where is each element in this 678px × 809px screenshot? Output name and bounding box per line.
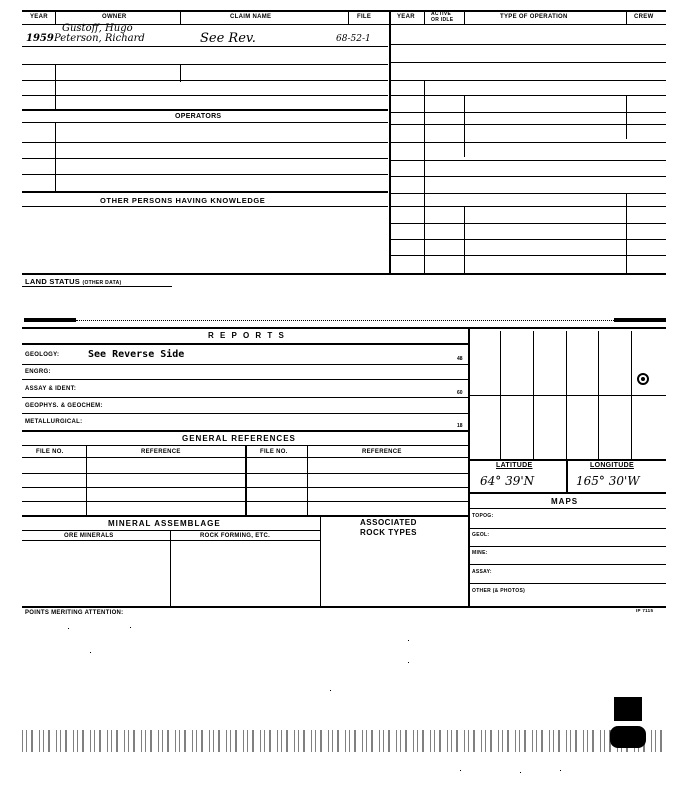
divider <box>464 206 465 273</box>
maps-other-label: OTHER (& PHOTOS) <box>472 588 526 594</box>
section-line <box>470 459 666 461</box>
section-line <box>22 606 666 608</box>
row-line <box>391 80 666 81</box>
scan-speck <box>330 690 331 691</box>
row-line <box>470 508 666 509</box>
metallurgical-label: METALLURGICAL: <box>25 419 83 425</box>
row-line <box>470 528 666 529</box>
row-line <box>22 397 468 398</box>
scan-speck <box>560 770 561 771</box>
longitude-value: 165° 30'W <box>576 474 640 488</box>
divider <box>320 515 321 607</box>
right-panel-divider <box>468 327 470 607</box>
header-year: YEAR <box>30 14 48 20</box>
form-number: IP 7115 <box>636 608 654 613</box>
scan-mark-left <box>24 318 76 322</box>
header-crew: CREW <box>634 14 654 20</box>
divider <box>626 10 627 24</box>
land-status-underline <box>22 286 172 287</box>
geology-label: GEOLOGY: <box>25 352 60 358</box>
row-line <box>22 46 388 47</box>
divider <box>626 95 627 139</box>
grid-line <box>470 395 666 396</box>
row-line <box>22 530 320 531</box>
row-line <box>22 122 388 123</box>
divider <box>180 64 181 82</box>
row-line <box>22 80 388 81</box>
scan-speck <box>68 628 69 629</box>
assay-label: ASSAY & IDENT: <box>25 386 77 392</box>
scan-noise-band <box>22 730 666 752</box>
row-line <box>22 206 388 207</box>
section-line <box>22 191 388 193</box>
divider <box>566 459 568 492</box>
rock-types-label: ROCK TYPES <box>360 528 418 537</box>
row-line <box>391 62 666 63</box>
section-line <box>22 515 468 517</box>
reports-title: R E P O R T S <box>208 331 286 340</box>
scan-mark-bottom-right <box>614 697 642 721</box>
mineral-assemblage-title: MINERAL ASSEMBLAGE <box>108 519 221 528</box>
ref-reference-2: REFERENCE <box>362 449 402 455</box>
row-line <box>391 255 666 256</box>
maps-mine-label: MINE: <box>472 550 488 556</box>
other-persons-title: OTHER PERSONS HAVING KNOWLEDGE <box>100 196 266 205</box>
row-line <box>391 160 666 161</box>
maps-geol-label: GEOL: <box>472 532 490 538</box>
maps-topog-label: TOPOG: <box>472 513 494 519</box>
location-dot-icon <box>641 377 645 381</box>
row-line <box>391 95 666 96</box>
dotted-separator <box>76 320 614 321</box>
geology-value: See Reverse Side <box>88 349 185 360</box>
row-line <box>391 223 666 224</box>
row-line <box>391 239 666 240</box>
section-line <box>22 109 388 111</box>
divider <box>170 530 171 607</box>
divider <box>55 64 56 109</box>
divider <box>180 10 181 24</box>
points-meriting-attention-label: POINTS MERITING ATTENTION: <box>25 610 124 616</box>
section-line <box>22 343 468 345</box>
row-line <box>22 379 468 380</box>
row-line <box>470 583 666 584</box>
file-value: 68-52-1 <box>336 34 371 44</box>
owner-line-1: Gustoff, Hugo <box>62 23 133 34</box>
scan-speck <box>130 627 131 628</box>
row-line <box>22 95 388 96</box>
header-active: ACTIVE <box>431 11 452 17</box>
row-line <box>391 142 666 143</box>
entry-year: 1959 <box>26 33 54 44</box>
top-border <box>22 10 666 12</box>
divider <box>307 445 308 515</box>
geology-num: 48 <box>457 356 463 362</box>
engrg-label: ENGRG: <box>25 369 51 375</box>
header-file: FILE <box>357 14 372 20</box>
scan-speck <box>408 640 409 641</box>
rock-forming-label: ROCK FORMING, ETC. <box>200 533 271 539</box>
ref-file-no-1: FILE NO. <box>36 449 64 455</box>
row-line <box>391 176 666 177</box>
row-line <box>391 206 666 207</box>
section-line <box>22 273 666 275</box>
row-line <box>22 540 320 541</box>
divider <box>424 10 425 24</box>
divider <box>626 193 627 273</box>
divider <box>55 10 56 24</box>
scan-speck <box>90 652 91 653</box>
divider <box>464 95 465 157</box>
header-type-of-operation: TYPE OF OPERATION <box>500 14 568 20</box>
row-line <box>22 158 388 159</box>
row-line <box>470 546 666 547</box>
header-or-idle: OR IDLE <box>431 17 454 23</box>
header-owner: OWNER <box>102 14 127 20</box>
maps-assay-label: ASSAY: <box>472 569 492 575</box>
header-year-right: YEAR <box>397 14 415 20</box>
row-line <box>22 413 468 414</box>
section-line <box>470 492 666 494</box>
row-line <box>22 174 388 175</box>
row-line <box>470 564 666 565</box>
row-line <box>391 112 666 113</box>
assay-num: 60 <box>457 390 463 396</box>
geophys-label: GEOPHYS. & GEOCHEM: <box>25 403 103 409</box>
scan-mark-right <box>614 318 666 322</box>
divider <box>348 10 349 24</box>
row-line <box>22 142 388 143</box>
divider <box>464 10 465 24</box>
divider <box>424 80 425 273</box>
row-line <box>391 124 666 125</box>
divider <box>245 445 247 515</box>
operators-title: OPERATORS <box>175 113 222 120</box>
section-line <box>22 327 666 329</box>
associated-label: ASSOCIATED <box>360 518 417 527</box>
row-line <box>22 364 468 365</box>
divider <box>86 445 87 515</box>
latitude-value: 64° 39'N <box>480 474 535 488</box>
scan-speck <box>460 770 461 771</box>
scan-blot <box>610 726 646 748</box>
metallurgical-num: 18 <box>457 423 463 429</box>
longitude-label: LONGITUDE <box>590 462 634 469</box>
maps-title: MAPS <box>551 497 579 506</box>
claim-name-value: See Rev. <box>200 31 256 46</box>
divider <box>55 122 56 192</box>
land-status-sub: (OTHER DATA) <box>82 280 122 286</box>
ore-minerals-label: ORE MINERALS <box>64 533 114 539</box>
section-line <box>22 430 468 432</box>
land-status-title: LAND STATUS (OTHER DATA) <box>25 277 122 286</box>
general-references-title: GENERAL REFERENCES <box>182 434 296 443</box>
ref-reference-1: REFERENCE <box>141 449 181 455</box>
row-line <box>22 64 388 65</box>
header-claim-name: CLAIM NAME <box>230 14 272 20</box>
latitude-label: LATITUDE <box>496 462 533 469</box>
scan-speck <box>408 662 409 663</box>
row-line <box>391 44 666 45</box>
row-line <box>391 193 666 194</box>
scan-speck <box>520 772 521 773</box>
ref-file-no-2: FILE NO. <box>260 449 288 455</box>
owner-line-2: Peterson, Richard <box>54 33 145 44</box>
